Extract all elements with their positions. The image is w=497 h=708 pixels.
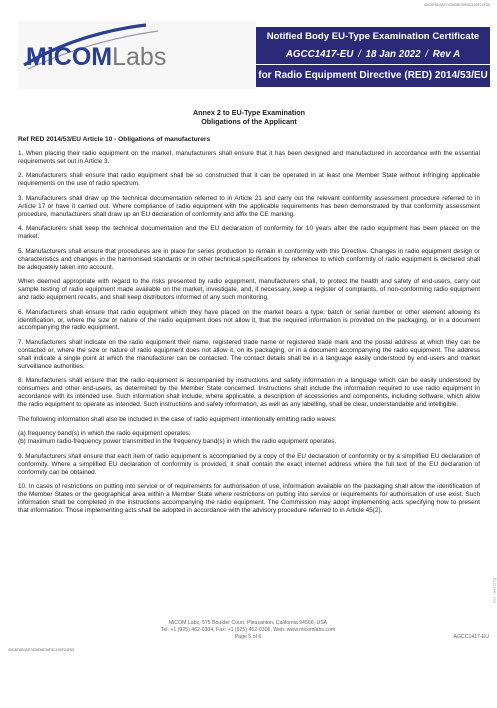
document-hash-bottom: 40C8F8D0AF7430D5E39F5C190F24F55 (8, 648, 75, 652)
paragraph: 7. Manufacturers shall indicate on the radio equipment their name, registered trade name or registered trade mark and the postal address at which they can be contacted or, where the size or nature of radio equipment does not allow it, on its packaging, or in a document accompanying the radio equipment. The address shall indicate a single point at which the manufacturer can be contacted. The contact details shall be in a language easily understood by end-users and market surveillance authorities. (18, 339, 480, 370)
micomlabs-logo (18, 21, 256, 89)
page-footer (0, 620, 496, 641)
annex-subtitle: Obligations of the Applicant (201, 117, 297, 126)
annex-title: Annex 2 to EU-Type Examination (192, 108, 306, 117)
paragraph: 1. When placing their radio equipment on the market, manufacturers shall ensure that it has been designed and manufactured in accordance with the essential requirements set out in Article 3. (18, 149, 480, 165)
footer-address: MiCOM Labs, 575 Boulder Court, Pleasanton, California 94566, USA (168, 620, 328, 626)
paragraph: When deemed appropriate with regard to the risks presented by radio equipment, manufacturers shall, to protect the health and safety of end-users, carry out sample testing of radio equipment made available on the market, investigate, and, if necessary, keep a register of complaints, of non-conforming radio equipment and radio equipment recalls, and shall keep distributors informed of any such monitoring. (18, 278, 480, 301)
certificate-date: 18 Jan 2022 (365, 49, 421, 60)
certificate-header (18, 21, 490, 89)
paragraph: 10. In cases of restrictions on putting into service or of requirements for authorisation of use, information available on the packaging shall allow the identification of the Member States or the geographical area within a Member State where restrictions on putting into service or requirements for authorisation of use exist. Such information shall be completed in the instructions accompanying the radio equipment. The Commission may adopt implementing acts specifying how to present that information. Those implementing acts shall be adopted in accordance with the advisory procedure referred to in Article 45(2). (18, 483, 480, 514)
footer-contact: Tel: +1 (925) 462-0304, Fax: +1 (925) 462-0306, Web: www.micomlabs.com (160, 627, 336, 633)
reference-heading: Ref RED 2014/53/EU Article 10 - Obligations of manufacturers (18, 136, 211, 143)
page-number: Page 5 of 6 (234, 634, 262, 640)
annex-heading (18, 108, 480, 126)
paragraph: The following information shall also be included in the case of radio equipment intentionally emitting radio waves: (18, 415, 337, 423)
certificate-revision: Rev A (432, 49, 461, 60)
separator: / (425, 49, 429, 60)
document-hash-top: 40C8F8D0AF7430D5E39F5C190F24F55 (423, 3, 490, 7)
document-body (18, 108, 480, 521)
footer-certificate-ref: AGCC1417-EU (453, 634, 489, 640)
logo-text: MiCOMLabs (26, 43, 167, 71)
paragraph: 2. Manufacturers shall ensure that radio equipment shall be so constructed that it can be operated in at least one Member State without infringing applicable requirements on the use of radio spectrum. (18, 172, 480, 188)
separator: / (358, 49, 361, 60)
certificate-number: AGCC1417-EU (285, 49, 354, 60)
certificate-id-line (256, 46, 490, 64)
paragraph: 5. Manufacturers shall ensure that procedures are in place for series production to remain in conformity with this Directive. Changes in radio equipment design or characteristics and changes in the harmonised standards or in other technical specifications by reference to which conformity of radio equipment is declared shall be adequately taken into account. (18, 247, 480, 271)
paragraph: 6. Manufacturers shall ensure that radio equipment which they have placed on the market bears a type, batch or serial number or other element allowing its identification, or, where the size or nature of the radio equipment does not allow it, that the required information is provided on the packaging, or in a document accompanying the radio equipment. (18, 308, 480, 332)
directive-line: for Radio Equipment Directive (RED) 2014/53/EU (256, 65, 490, 87)
list-item: (a) frequency band(s) in which the radio equipment operates; (18, 430, 191, 438)
logo-block (18, 21, 256, 89)
paragraph: 8. Manufacturers shall ensure that the radio equipment is accompanied by instructions and safety information in a language which can be easily understood by consumers and other end-users, as determined by the Member State concerned. Instructions shall include the information required to use radio equipment in accordance with its intended use. Such information shall include, where applicable, a description of accessories and components, including software, which allow the radio equipment to operate as intended. Such instructions and safety information, as well as any labelling, shall be clear, understandable and intelligible. (18, 377, 480, 408)
paragraph: 4. Manufacturers shall keep the technical documentation and the EU declaration of conformity for 10 years after the radio equipment has been placed on the market. (18, 225, 480, 241)
paragraph: 3. Manufacturers shall draw up the technical documentation referred to in Article 21 and carry out the relevant conformity assessment procedure referred to in Article 17 or have it carried out. Where compliance of radio equipment with the applicable requirements has been demonstrated by that conformity assessment procedure, manufacturers shall draw up an EU declaration of conformity and affix the CE marking. (18, 194, 480, 218)
list-item: (b) maximum radio-frequency power transmitted in the frequency band(s) in which the radio equipment operates. (18, 438, 337, 446)
certificate-title: Notified Body EU-Type Examination Certificate (256, 27, 490, 46)
document-side-code: Doc - Gen12.5g (493, 578, 497, 603)
paragraph: 9. Manufacturers shall ensure that each item of radio equipment is accompanied by a copy of the EU declaration of conformity or by a simplified EU declaration of conformity. Where a simplified EU declaration of conformity is provided, it shall contain the exact internet address where the full text of the EU declaration of conformity can be obtained. (18, 452, 480, 476)
